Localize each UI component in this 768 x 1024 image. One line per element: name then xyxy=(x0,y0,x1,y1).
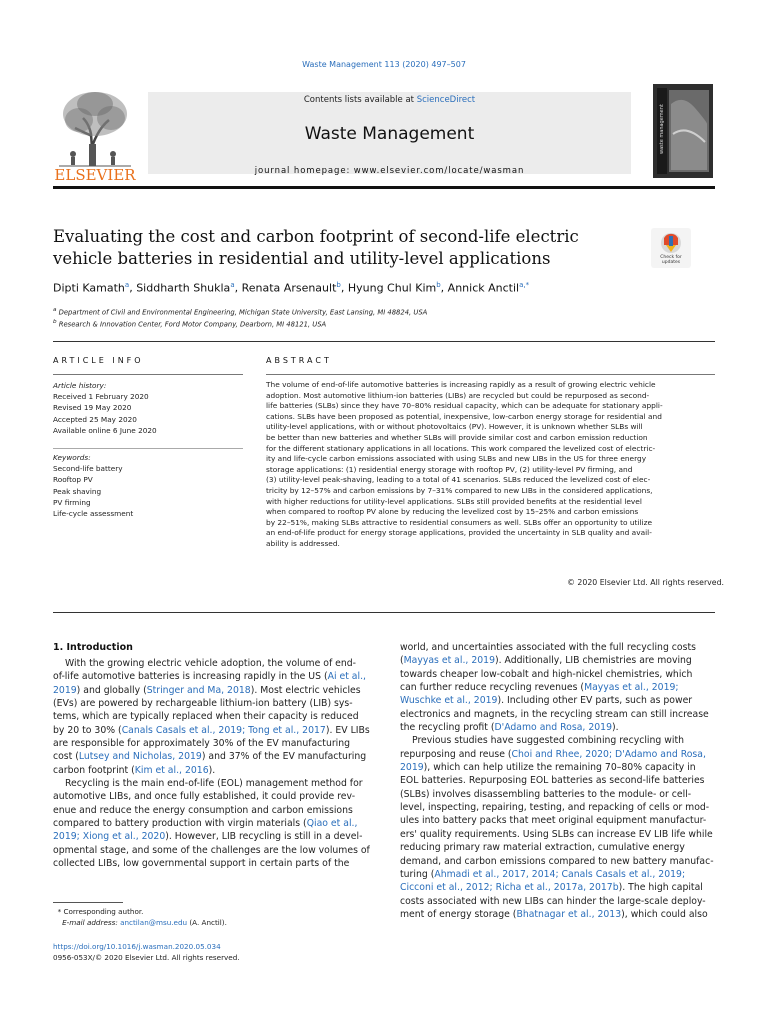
author-list: Dipti Kamath$^a$, Siddharth Shukla$^a$, Renata Arsenault$^b$, Hyung Chul Kim$^b$, Annick Anctil$^{a,*}$ xyxy=(53,281,530,295)
body-line xyxy=(400,641,730,654)
body-text: compared to battery production with virgin materials ( xyxy=(53,818,307,830)
body-text: EOL batteries. Repurposing EOL batteries as second-life batteries xyxy=(400,775,705,787)
body-text: ). Additionally, LIB chemistries are moving xyxy=(494,655,692,667)
body-line xyxy=(400,748,730,761)
body-text: ). Including other EV parts, such as power xyxy=(497,695,693,707)
doi-block xyxy=(53,941,383,963)
body-text: cost ( xyxy=(53,751,79,763)
body-right-column xyxy=(400,641,730,921)
body-text: costs associated with new LIBs can hinder the large-scale deploy- xyxy=(400,895,706,907)
citation-link[interactable]: Canals Casals et al., 2019; Tong et al., 2017 xyxy=(121,724,326,736)
body-text: tems, which are typically replaced when their capacity is reduced xyxy=(53,711,359,723)
section-rule xyxy=(53,341,715,342)
body-text: can further reduce recycling revenues ( xyxy=(400,682,585,694)
body-text: ), which could also xyxy=(621,908,708,920)
body-line xyxy=(400,855,730,868)
contents-line xyxy=(148,95,631,105)
body-line xyxy=(53,737,383,750)
body-text: by 20 to 30% ( xyxy=(53,724,122,736)
body-rule xyxy=(53,612,715,613)
citation-link[interactable]: 2019; Xiong et al., 2020 xyxy=(53,831,166,843)
sciencedirect-link[interactable]: ScienceDirect xyxy=(416,95,476,105)
body-text: ). EV LIBs xyxy=(325,724,370,736)
body-text: demand, and carbon emissions compared to new battery manufac- xyxy=(400,855,714,867)
abstract-line: utility-level applications, with or without photovoltaics (PV). However, it is unknown whether SLBs will xyxy=(266,422,643,432)
body-line xyxy=(53,857,383,870)
body-line xyxy=(53,657,383,670)
abstract-line: by 22–51%, making SLBs attractive to residential consumers as well. SLBs offer an opportunity to utilize xyxy=(266,517,653,527)
body-line xyxy=(400,734,730,747)
journal-banner xyxy=(148,92,631,174)
citation-link[interactable]: 2019 xyxy=(400,762,424,774)
article-info-heading: ARTICLE INFO xyxy=(53,356,144,365)
body-line xyxy=(400,708,730,721)
body-line xyxy=(400,814,730,827)
elsevier-wordmark: ELSEVIER xyxy=(54,166,136,184)
author-affiliation-mark[interactable]: a,* xyxy=(519,281,530,289)
body-line xyxy=(400,908,730,921)
header-rule xyxy=(53,186,715,189)
citation-link[interactable]: 2019 xyxy=(53,684,77,696)
footnotes xyxy=(53,906,383,928)
body-line xyxy=(53,777,383,790)
crossmark-label: Check for updates xyxy=(660,255,682,265)
article-info-rule xyxy=(53,374,243,375)
abstract-line: adoption. Most automotive lithium-ion batteries (LIBs) are recycled but could be repurposed as second- xyxy=(266,390,650,400)
journal-name[interactable]: Waste Management xyxy=(304,124,475,144)
section-heading: 1. Introduction xyxy=(53,642,133,653)
body-text: ). xyxy=(208,764,216,776)
email-suffix: (A. Anctil). xyxy=(189,918,227,927)
abstract-rule xyxy=(266,374,715,375)
body-text: ) and 37% of the EV manufacturing xyxy=(201,751,367,763)
email-link[interactable]: anctilan@msu.edu xyxy=(120,918,188,927)
body-text: enue and reduce the energy consumption and carbon emissions xyxy=(53,804,353,816)
citation-link[interactable]: Stringer and Ma, 2018 xyxy=(146,684,251,696)
body-text: are responsible for approximately 30% of the EV manufacturing xyxy=(53,738,351,750)
affiliation-mark: a xyxy=(53,307,57,313)
citation-link[interactable]: Wuschke et al., 2019 xyxy=(400,695,498,707)
body-line xyxy=(53,764,383,777)
keyword: Life-cycle assessment xyxy=(53,509,134,519)
author-name[interactable]: Renata Arsenault xyxy=(241,281,337,295)
history-item: Accepted 25 May 2020 xyxy=(53,414,137,424)
citation-link[interactable]: Qiao et al., xyxy=(306,818,358,830)
body-line xyxy=(400,668,730,681)
body-line xyxy=(400,681,730,694)
body-line xyxy=(400,761,730,774)
footnote-rule xyxy=(53,902,123,903)
keyword: Second-life battery xyxy=(53,464,123,474)
citation-link[interactable]: Bhatnagar et al., 2013 xyxy=(516,908,622,920)
body-line xyxy=(53,710,383,723)
body-line xyxy=(53,817,383,830)
abstract-line: life batteries (SLBs) since they have 70–80% residual capacity, which can be adequate for stationary appli- xyxy=(266,401,663,411)
corresponding-author-note xyxy=(53,906,383,917)
article-history xyxy=(53,380,243,436)
body-text: turing ( xyxy=(400,868,435,880)
affiliation-text: Research & Innovation Center, Ford Motor Company, Dearborn, MI 48121, USA xyxy=(58,320,327,329)
abstract-copyright: © 2020 Elsevier Ltd. All rights reserved. xyxy=(567,578,724,587)
body-text: ules into battery packs that meet original equipment manufactur- xyxy=(400,815,707,827)
citation-link[interactable]: D'Adamo and Rosa, 2019 xyxy=(494,722,612,734)
history-item: Revised 19 May 2020 xyxy=(53,403,132,413)
author-name[interactable]: Annick Anctil xyxy=(447,281,520,295)
abstract-line: The volume of end-of-life automotive batteries is increasing rapidly as a result of growing electric vehicle xyxy=(266,380,656,389)
body-line xyxy=(400,841,730,854)
body-text: ). xyxy=(611,722,619,734)
body-text: repurposing and reuse ( xyxy=(400,748,512,760)
body-line xyxy=(53,724,383,737)
abstract-line: ability is addressed. xyxy=(266,538,340,548)
body-line xyxy=(53,790,383,803)
doi-link[interactable]: https://doi.org/10.1016/j.wasman.2020.05.034 xyxy=(53,942,221,951)
body-text: opmental stage, and some of the challenges are the low volumes of xyxy=(53,844,370,856)
body-line xyxy=(53,684,383,697)
citation-link[interactable]: Ai et al., xyxy=(327,671,367,683)
body-line xyxy=(400,654,730,667)
history-label: Article history: xyxy=(53,381,107,390)
keyword: PV firming xyxy=(53,497,91,507)
body-text: collected LIBs, low governmental support in certain parts of the xyxy=(53,858,350,870)
journal-citation-link[interactable]: Waste Management 113 (2020) 497–507 xyxy=(302,60,466,69)
body-line xyxy=(400,828,730,841)
abstract-line: for the different stationary applications in all locations. This work compared the levelized cost of electric- xyxy=(266,443,656,453)
affiliation-mark: b xyxy=(53,319,57,325)
body-text: automotive LIBs, and once fully established, it could provide rev- xyxy=(53,791,356,803)
corresponding-label: Corresponding author. xyxy=(63,907,144,916)
body-text: (EVs) are powered by rechargeable lithium-ion battery (LIB) sys- xyxy=(53,698,353,710)
body-line xyxy=(400,895,730,908)
abstract-line: tricity by 12–57% and carbon emissions by 7–31% compared to new LIBs in the considered applications, xyxy=(266,485,653,495)
email-label: E-mail address: xyxy=(62,918,118,927)
author-name[interactable]: Dipti Kamath xyxy=(53,281,125,295)
body-text: the recycling profit ( xyxy=(400,722,495,734)
email-note xyxy=(53,917,383,928)
citation-link[interactable]: Ahmadi et al., 2017, 2014; Canals Casals et al., 2019; xyxy=(434,868,686,880)
keywords-rule xyxy=(53,448,243,449)
body-line xyxy=(400,868,730,881)
author-affiliation-mark[interactable]: a xyxy=(230,281,235,289)
elsevier-logo[interactable] xyxy=(53,84,137,184)
abstract-line: ity and life-cycle carbon emissions associated with using SLBs and new LIBs in the US for three energy xyxy=(266,454,647,464)
author-name[interactable]: Hyung Chul Kim xyxy=(347,281,437,295)
body-text: ers' quality requirements. Using SLBs can increase EV LIB life while xyxy=(400,828,713,840)
citation-link[interactable]: Mayyas et al., 2019 xyxy=(403,655,495,667)
body-text: world, and uncertainties associated with the full recycling costs xyxy=(400,642,696,653)
body-line xyxy=(400,721,730,734)
body-text: towards cheaper low-cobalt and high-nickel chemistries, which xyxy=(400,668,693,680)
abstract-line: storage applications: (1) residential energy storage with rooftop PV, (2) utility-level PV firming, and xyxy=(266,464,633,474)
author-affiliation-mark[interactable]: b xyxy=(436,281,441,289)
journal-masthead xyxy=(53,84,715,186)
footnote-mark: * xyxy=(57,907,62,916)
body-text: ) and globally ( xyxy=(76,684,147,696)
author-affiliation-mark[interactable]: a xyxy=(124,281,130,289)
history-item: Received 1 February 2020 xyxy=(53,392,149,402)
body-text: carbon footprint ( xyxy=(53,764,135,776)
keyword: Rooftop PV xyxy=(53,475,93,485)
citation-link[interactable]: Choi and Rhee, 2020; D'Adamo and Rosa, xyxy=(511,748,706,760)
body-text: ). Most electric vehicles xyxy=(250,684,361,696)
abstract-line: (3) utility-level peak-shaving, leading to a total of 41 scenarios. SLBs reduced the levelized cost of elec- xyxy=(266,475,651,485)
body-text: ), which can help utilize the remaining 70–80% capacity in xyxy=(423,762,696,774)
abstract-heading: ABSTRACT xyxy=(266,356,332,365)
cover-title: waste management xyxy=(659,104,665,154)
body-text: reducing primary raw material extraction, cumulative energy xyxy=(400,842,685,854)
body-text: ( xyxy=(400,655,404,667)
body-line xyxy=(53,670,383,683)
body-text: Recycling is the main end-of-life (EOL) management method for xyxy=(65,778,363,790)
body-line xyxy=(53,750,383,763)
body-text: ). The high capital xyxy=(618,882,703,894)
abstract-line: with higher reductions for utility-level applications. SLBs still provided benefits at the residential level xyxy=(266,496,642,506)
citation-link[interactable]: Lutsey and Nicholas, 2019 xyxy=(78,751,202,763)
body-text: electronics and magnets, in the recycling stream can still increase xyxy=(400,708,709,720)
abstract-body xyxy=(266,380,726,550)
issn-line: 0956-053X/© 2020 Elsevier Ltd. All rights reserved. xyxy=(53,953,240,962)
abstract-line: be better than new batteries and whether SLBs will provide similar cost and carbon emission reduction xyxy=(266,432,648,442)
body-line xyxy=(53,844,383,857)
body-text: level, inspecting, repairing, testing, and repacking of cells or mod- xyxy=(400,802,710,814)
citation-link[interactable]: Mayyas et al., 2019; xyxy=(584,682,679,694)
article-title: Evaluating the cost and carbon footprint of second-life electric vehicle batteries in residential and utility-level applications xyxy=(53,227,579,268)
affiliation-b xyxy=(53,319,713,328)
author-affiliation-mark[interactable]: b xyxy=(336,281,341,289)
body-line xyxy=(400,801,730,814)
author-name[interactable]: Siddharth Shukla xyxy=(136,281,231,295)
body-line xyxy=(400,694,730,707)
body-line xyxy=(53,697,383,710)
keyword: Peak shaving xyxy=(53,486,102,496)
body-text: Previous studies have suggested combining recycling with xyxy=(412,735,684,747)
body-text: of-life automotive batteries is increasing rapidly in the US ( xyxy=(53,671,328,683)
keywords xyxy=(53,452,243,519)
body-text: ). However, LIB recycling is still in a devel- xyxy=(165,831,363,843)
abstract-line: cations. SLBs have been proposed as potential, inexpensive, low-carbon energy storage for residential and xyxy=(266,411,662,421)
body-text: With the growing electric vehicle adoption, the volume of end- xyxy=(65,658,357,669)
abstract-line: when compared to rooftop PV alone by reducing the levelized cost by 15–25% and carbon emissions xyxy=(266,507,639,517)
body-line xyxy=(53,804,383,817)
crossmark-badge[interactable] xyxy=(651,228,691,268)
body-text: ment of energy storage ( xyxy=(400,908,517,920)
citation-link[interactable]: Cicconi et al., 2012; Richa et al., 2017a, 2017b xyxy=(400,882,619,894)
body-line xyxy=(53,830,383,843)
body-line xyxy=(400,788,730,801)
affiliation-a xyxy=(53,307,713,316)
body-line xyxy=(400,774,730,787)
citation-link[interactable]: Kim et al., 2016 xyxy=(134,764,209,776)
abstract-line: an end-of-life product for energy storage applications, provided the uncertainty in SLB quality and avail- xyxy=(266,528,652,538)
keywords-label: Keywords: xyxy=(53,453,91,462)
body-left-column xyxy=(53,657,383,871)
body-line xyxy=(400,881,730,894)
journal-cover-thumbnail[interactable] xyxy=(653,84,713,178)
contents-prefix: Contents lists available at xyxy=(303,95,417,105)
body-text: (SLBs) involves disassembling batteries to the module- or cell- xyxy=(400,788,692,800)
affiliation-text: Department of Civil and Environmental Engineering, Michigan State University, East Lansing, MI 48824, USA xyxy=(58,308,428,317)
history-item: Available online 6 June 2020 xyxy=(53,425,157,435)
journal-homepage[interactable]: journal homepage: www.elsevier.com/locate/wasman xyxy=(254,166,525,176)
